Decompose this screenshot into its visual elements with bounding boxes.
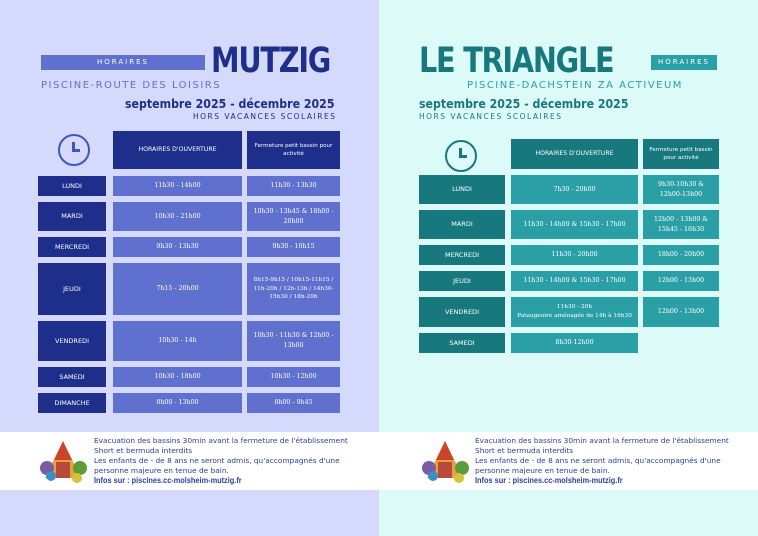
- closure-cell: 11h30 - 13h30: [247, 176, 340, 196]
- community-logo: [37, 438, 89, 486]
- opening-hours-cell: 11h30 - 14h00: [113, 176, 242, 196]
- opening-hours-cell: 10h30 - 18h00: [113, 367, 242, 387]
- day-label: MERCREDI: [38, 237, 106, 257]
- opening-hours-cell: 11h30 - 20h00: [511, 245, 638, 265]
- header-opening-hours: HORAIRES D'OUVERTURE: [511, 139, 638, 169]
- closure-cell: 9h30 - 10h15: [247, 237, 340, 257]
- opening-hours-cell: 11h30 - 14h00 & 15h30 - 17h00: [511, 210, 638, 239]
- period-note: HORS VACANCES SCOLAIRES: [419, 112, 563, 121]
- period: septembre 2025 - décembre 2025: [125, 96, 335, 111]
- day-label: LUNDI: [38, 176, 106, 196]
- dress-code-note: Short et bermuda interdits: [94, 446, 193, 455]
- closure-cell: 10h30 - 12h00: [247, 367, 340, 387]
- closure-cell: 9h30-10h30 & 12h00-13h00: [643, 175, 719, 204]
- closure-cell: 8h00 - 9h45: [247, 393, 340, 413]
- closure-cell: 18h00 - 20h00: [643, 245, 719, 265]
- pool-title: LE TRIANGLE: [419, 41, 614, 81]
- closure-cell: 12h00 - 13h00: [643, 297, 719, 327]
- day-label: VENDREDI: [38, 321, 106, 361]
- pool-subtitle: PISCINE-DACHSTEIN ZA ACTIVEUM: [467, 80, 683, 91]
- header-small-pool-closure: Fermeture petit bassin pour activité: [247, 131, 340, 169]
- day-label: MARDI: [419, 210, 505, 239]
- horaires-tag: HORAIRES: [651, 55, 717, 70]
- pool-subtitle: PISCINE-ROUTE DES LOISIRS: [41, 80, 222, 91]
- closure-cell: 10h30 - 13h45 & 18h00 - 20h00: [247, 202, 340, 231]
- closure-cell: 10h30 - 11h30 & 12h00 - 13h00: [247, 321, 340, 361]
- opening-hours-cell: 11h30 - 14h00 & 15h30 - 17h00: [511, 271, 638, 291]
- day-label: LUNDI: [419, 175, 505, 204]
- opening-hours-cell: 11h30 - 20h Pataugeoire aménagée de 14h à 16h30: [511, 297, 638, 327]
- opening-hours-cell: 10h30 - 21h00: [113, 202, 242, 231]
- period-note: HORS VACANCES SCOLAIRES: [193, 112, 337, 121]
- opening-hours-cell: 8h30-12h00: [511, 333, 638, 353]
- horaires-tag: HORAIRES: [41, 55, 205, 70]
- day-label: MARDI: [38, 202, 106, 231]
- opening-hours-cell: 10h30 - 14h: [113, 321, 242, 361]
- children-note-cont: personne majeure en tenue de bain.: [94, 466, 229, 475]
- evacuation-note: Evacuation des bassins 30min avant la fermeture de l'établissement: [94, 436, 348, 445]
- period: septembre 2025 - décembre 2025: [419, 96, 629, 111]
- info-link[interactable]: Infos sur : piscines.cc-molsheim-mutzig.fr: [94, 476, 242, 485]
- header-small-pool-closure: Fermeture petit bassin pour activité: [643, 139, 719, 169]
- children-note: Les enfants de - de 8 ans ne seront admis, qu'accompagnés d'une: [475, 456, 721, 465]
- closure-cell: 12h00 - 13h00: [643, 271, 719, 291]
- clock-icon: [445, 140, 477, 172]
- day-label: MERCREDI: [419, 245, 505, 265]
- closure-cell: 12h00 - 13h00 & 15h45 - 16h30: [643, 210, 719, 239]
- dress-code-note: Short et bermuda interdits: [475, 446, 574, 455]
- opening-hours-cell: 9h30 - 13h30: [113, 237, 242, 257]
- day-label: VENDREDI: [419, 297, 505, 327]
- day-label: JEUDI: [419, 271, 505, 291]
- community-logo: [419, 438, 471, 486]
- evacuation-note: Evacuation des bassins 30min avant la fermeture de l'établissement: [475, 436, 729, 445]
- children-note-cont: personne majeure en tenue de bain.: [475, 466, 610, 475]
- day-label: DIMANCHE: [38, 393, 106, 413]
- day-label: SAMEDI: [38, 367, 106, 387]
- day-label: JEUDI: [38, 263, 106, 315]
- opening-hours-cell: 8h00 - 13h00: [113, 393, 242, 413]
- children-note: Les enfants de - de 8 ans ne seront admis, qu'accompagnés d'une: [94, 456, 340, 465]
- info-link[interactable]: Infos sur : piscines.cc-molsheim-mutzig.fr: [475, 476, 623, 485]
- pool-title: MUTZIG: [211, 41, 331, 81]
- opening-hours-cell: 7h15 - 20h00: [113, 263, 242, 315]
- closure-cell: 8h15-9h15 / 10h15-11h15 / 11h-20h / 12h-13h / 14h30-15h30 / 18h-20h: [247, 263, 340, 315]
- day-label: SAMEDI: [419, 333, 505, 353]
- clock-icon: [58, 134, 90, 166]
- opening-hours-cell: 7h30 - 20h00: [511, 175, 638, 204]
- header-opening-hours: HORAIRES D'OUVERTURE: [113, 131, 242, 169]
